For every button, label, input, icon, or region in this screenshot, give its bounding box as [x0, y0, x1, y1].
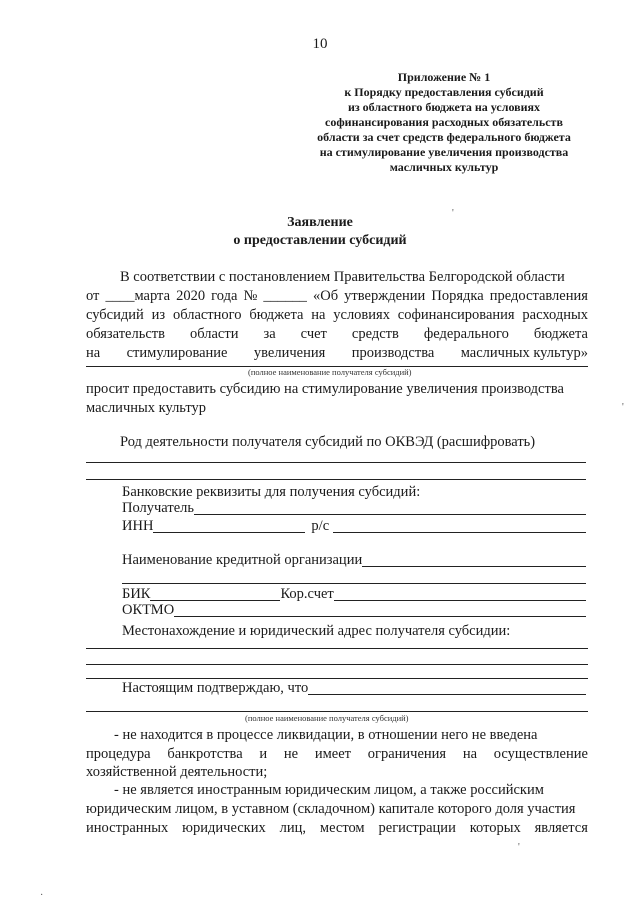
scan-speck: '	[622, 402, 624, 413]
word: федерального	[423, 326, 509, 342]
word: счет	[300, 326, 327, 342]
account-label: р/с	[311, 518, 330, 534]
credit-org-label: Наименование кредитной организации	[122, 552, 363, 568]
intro-line-3	[86, 306, 588, 325]
credit-org-line[interactable]	[122, 583, 586, 584]
condition-1-line-3: хозяйственной деятельности;	[86, 764, 268, 780]
scan-speck: '	[518, 842, 520, 853]
recipient-field[interactable]	[194, 500, 586, 515]
request-line-1: просит предоставить субсидию на стимулирование увеличения производства	[86, 381, 564, 397]
recipient-label: Получатель	[122, 500, 194, 516]
document-title: Заявление	[287, 215, 353, 230]
word: иностранных	[86, 820, 169, 836]
appendix-line: области за счет средств федерального бюджета	[317, 130, 571, 144]
address-label: Местонахождение и юридический адрес получателя субсидии:	[122, 623, 511, 639]
appendix-line: софинансирования расходных обязательств	[325, 115, 563, 129]
word: от	[86, 288, 100, 304]
word: банкротства	[167, 746, 243, 762]
confirm-field[interactable]	[308, 680, 586, 695]
condition-2-line-1: - не является иностранным юридическим лицом, а также российским	[114, 782, 544, 798]
word: и	[259, 746, 268, 762]
word: областного	[172, 307, 242, 323]
word: ______	[263, 288, 307, 304]
oktmo-field[interactable]	[174, 602, 586, 617]
bik-label: БИК	[122, 586, 151, 602]
word: осуществление	[493, 746, 588, 762]
word: предоставления	[489, 288, 588, 304]
word: стимулирование	[126, 345, 228, 361]
appendix-line: к Порядку предоставления субсидий	[344, 85, 544, 99]
address-line[interactable]	[86, 664, 588, 665]
word: производства	[351, 345, 435, 361]
okved-line[interactable]	[86, 479, 586, 480]
corr-account-field[interactable]	[334, 586, 586, 601]
recipient-name-caption: (полное наименование получателя субсидий)	[248, 367, 412, 377]
corr-account-label: Кор.счет	[280, 586, 334, 602]
word: ограничения	[367, 746, 447, 762]
confirm-caption: (полное наименование получателя субсидий)	[245, 713, 409, 723]
inn-field[interactable]	[153, 518, 305, 533]
appendix-line: Приложение № 1	[397, 70, 491, 84]
intro-line-4	[86, 325, 588, 344]
inn-label: ИНН	[122, 518, 154, 534]
word: расходных	[522, 307, 588, 323]
confirm-row	[122, 680, 586, 697]
appendix-line: из областного бюджета на условиях	[347, 100, 541, 114]
condition-2-line-2: юридическим лицом, в уставном (складочном) капитале которого доля участия	[86, 801, 576, 817]
appendix-header	[294, 70, 594, 175]
word: процедура	[86, 746, 151, 762]
condition-1-line-1: - не находится в процессе ликвидации, в отношении него не введена	[114, 727, 538, 743]
word: из	[151, 307, 166, 323]
word: Порядка	[431, 288, 484, 304]
confirm-line[interactable]	[86, 711, 588, 712]
account-field[interactable]	[333, 518, 586, 533]
word: масличных культур»	[460, 345, 588, 361]
word: которых	[469, 820, 521, 836]
okved-label: Род деятельности получателя субсидий по ОКВЭД (расшифровать)	[120, 434, 536, 450]
word: регистрации	[378, 820, 456, 836]
scan-speck: ·	[40, 890, 44, 901]
intro-line-1: В соответствии с постановлением Правительства Белгородской области	[120, 269, 565, 285]
bik-row	[122, 586, 586, 603]
request-line-2: масличных культур	[86, 400, 207, 416]
address-line[interactable]	[86, 648, 588, 649]
okved-line[interactable]	[86, 462, 586, 463]
recipient-row	[122, 500, 586, 517]
word: имеет	[314, 746, 352, 762]
intro-line-5	[86, 344, 588, 363]
address-line[interactable]	[86, 678, 588, 679]
word: за	[263, 326, 276, 342]
word: софинансирования	[397, 307, 515, 323]
word: юридических	[182, 820, 266, 836]
word: субсидий	[86, 307, 144, 323]
oktmo-row	[122, 602, 586, 619]
page-number: 10	[312, 36, 328, 52]
word: обязательств	[86, 326, 165, 342]
word: лиц,	[279, 820, 307, 836]
word: №	[243, 288, 258, 304]
word: 2020	[176, 288, 206, 304]
word: не	[283, 746, 299, 762]
word: условиях	[333, 307, 390, 323]
word: бюджета	[249, 307, 304, 323]
word: бюджета	[533, 326, 588, 342]
word: увеличения	[253, 345, 326, 361]
word: утверждении	[344, 288, 426, 304]
word: на	[462, 746, 478, 762]
word: средств	[351, 326, 399, 342]
scan-speck: '	[452, 208, 454, 219]
intro-line-2	[86, 287, 588, 306]
word: «Об	[312, 288, 339, 304]
word: года	[211, 288, 238, 304]
document-subtitle: о предоставлении субсидий	[233, 233, 407, 248]
bank-heading: Банковские реквизиты для получения субсидий:	[122, 484, 421, 500]
condition-1-line-2	[86, 745, 588, 764]
confirm-label: Настоящим подтверждаю, что	[122, 680, 309, 696]
word: ____марта	[105, 288, 171, 304]
credit-org-field[interactable]	[362, 552, 586, 567]
oktmo-label: ОКТМО	[122, 602, 175, 618]
appendix-line: масличных культур	[389, 160, 499, 174]
word: области	[189, 326, 239, 342]
condition-2-line-3	[86, 819, 588, 838]
inn-row	[122, 518, 586, 535]
word: на	[311, 307, 326, 323]
bik-field[interactable]	[150, 586, 280, 601]
credit-org-row	[122, 552, 586, 569]
word: является	[534, 820, 588, 836]
word: на	[86, 345, 101, 361]
appendix-line: на стимулирование увеличения производства	[319, 145, 569, 159]
word: местом	[319, 820, 365, 836]
